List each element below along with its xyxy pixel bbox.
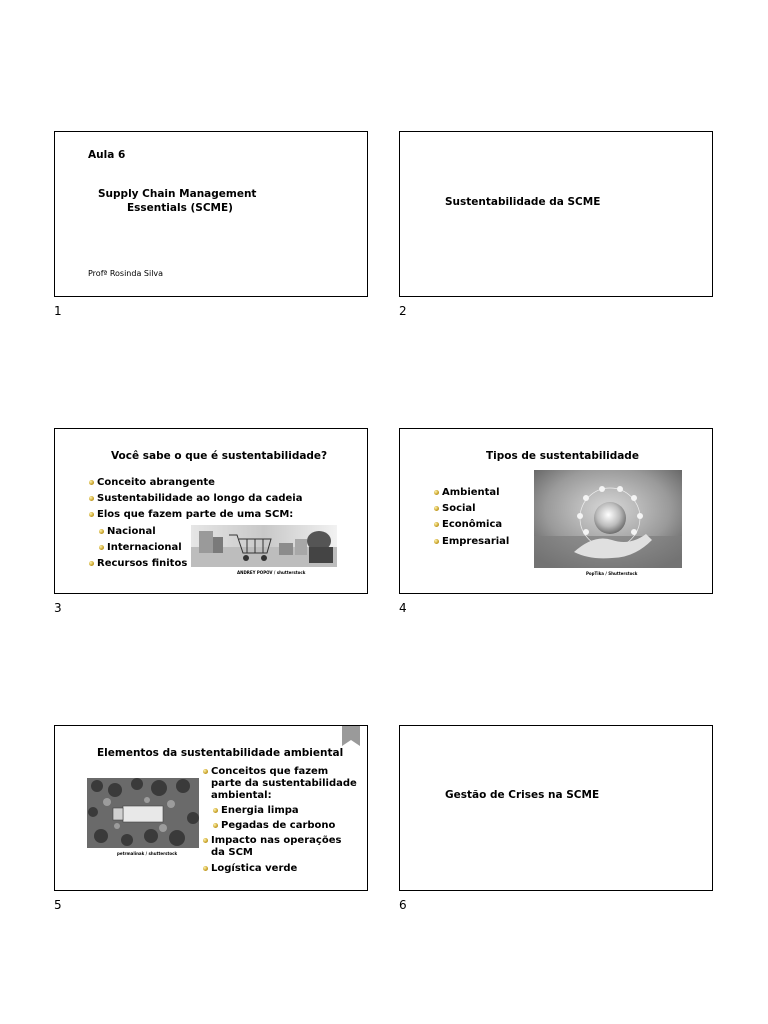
bullet-icon	[434, 522, 439, 527]
bullet-list	[203, 766, 357, 876]
bullet-subitem: Internacional	[99, 540, 302, 556]
bullet-icon	[89, 480, 94, 485]
slide-5	[54, 725, 368, 891]
slide-number: 5	[54, 898, 62, 912]
bullet-subitem: Nacional	[99, 524, 302, 540]
slide-title: Sustentabilidade da SCME	[445, 196, 601, 208]
bullet-subitem: Energia limpa	[213, 803, 357, 818]
slide-1-title-line-1: Supply Chain Management	[98, 188, 257, 200]
slide-4	[399, 428, 713, 594]
slide-title: Você sabe o que é sustentabilidade?	[111, 450, 328, 462]
slide-1-title-line-2: Essentials (SCME)	[127, 202, 233, 214]
bullet-icon	[203, 866, 208, 871]
slide-title: Elementos da sustentabilidade ambiental	[97, 747, 344, 759]
bullet-item: Conceitos que fazem parte da sustentabilidade ambiental:	[203, 766, 357, 802]
bullet-icon	[213, 823, 218, 828]
shopping-cart-photo	[191, 525, 337, 567]
bullet-item: Conceito abrangente	[89, 475, 302, 491]
slide-number: 1	[54, 304, 62, 318]
slide-number: 6	[399, 898, 407, 912]
bullet-item: Ambiental	[434, 485, 509, 501]
slide-1	[54, 131, 368, 297]
bullet-icon	[89, 512, 94, 517]
slide-2	[399, 131, 713, 297]
slide-title: Tipos de sustentabilidade	[486, 450, 639, 462]
slide-title: Gestão de Crises na SCME	[445, 789, 600, 801]
image-credit: ANDREY POPOV / shutterstock	[237, 570, 306, 575]
bullet-item: Social	[434, 501, 509, 517]
image-credit: PopTika / Shutterstock	[586, 571, 638, 576]
slide-number: 2	[399, 304, 407, 318]
bullet-item: Sustentabilidade ao longo da cadeia	[89, 491, 302, 507]
bullet-icon	[99, 529, 104, 534]
globe-in-hand-photo	[534, 470, 682, 568]
slide-number: 3	[54, 601, 62, 615]
bullet-item: Econômica	[434, 517, 509, 533]
bullet-icon	[203, 838, 208, 843]
bullet-item: Elos que fazem parte de uma SCM:	[89, 507, 302, 523]
bullet-item: Recursos finitos	[89, 556, 302, 572]
slide-6	[399, 725, 713, 891]
bullet-icon	[203, 769, 208, 774]
slide-1-author: Profª Rosinda Silva	[88, 269, 164, 278]
bullet-icon	[89, 561, 94, 566]
bullet-icon	[213, 808, 218, 813]
bullet-subitem: Pegadas de carbono	[213, 818, 357, 833]
bullet-list	[434, 485, 509, 550]
truck-aerial-photo	[87, 778, 199, 848]
bullet-item: Empresarial	[434, 534, 509, 550]
bullet-icon	[434, 539, 439, 544]
slide-number: 4	[399, 601, 407, 615]
bullet-item: Logística verde	[203, 861, 357, 876]
slide-1-lesson: Aula 6	[88, 149, 126, 161]
bullet-icon	[99, 545, 104, 550]
bookmark-icon	[342, 726, 360, 746]
image-credit: petrmalinak / shutterstock	[117, 851, 178, 856]
slide-3	[54, 428, 368, 594]
bullet-icon	[434, 506, 439, 511]
bullet-icon	[89, 496, 94, 501]
bullet-icon	[434, 490, 439, 495]
bullet-item: Impacto nas operações da SCM	[203, 835, 357, 859]
